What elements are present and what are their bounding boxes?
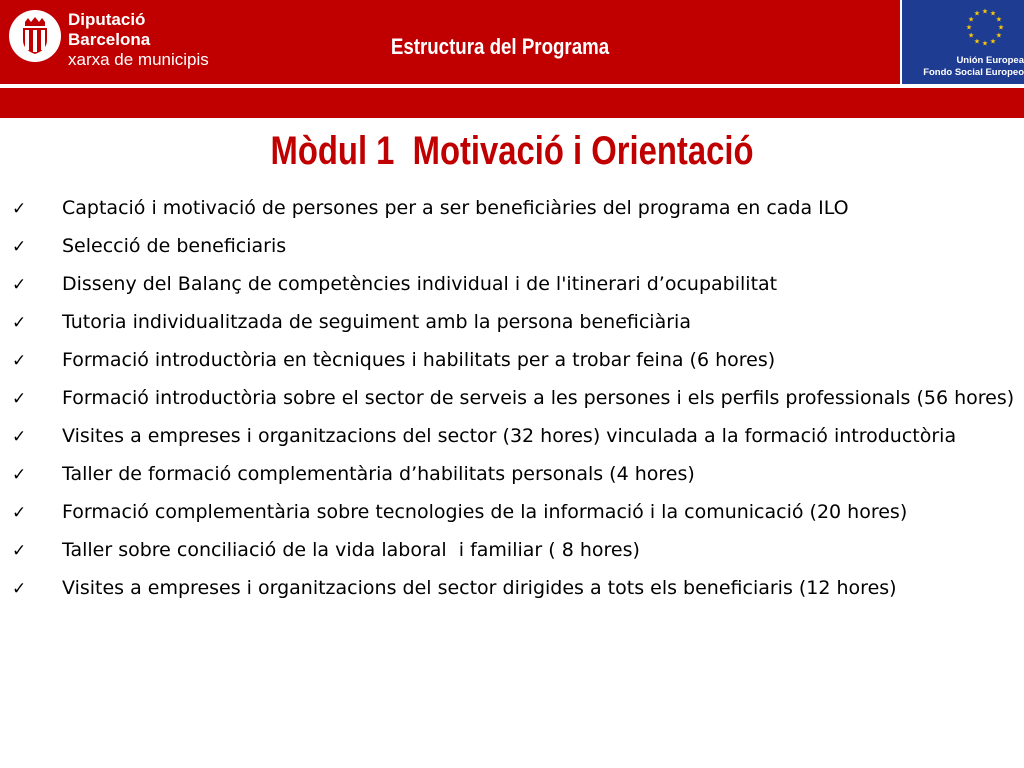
eu-star-icon: ★ — [989, 9, 997, 18]
bullet-item — [0, 346, 1024, 374]
bullet-text: Disseny del Balanç de competències individual i de l'itinerari d’ocupabilitat — [62, 273, 778, 295]
eu-star-icon: ★ — [973, 9, 981, 18]
eu-star-icon: ★ — [995, 31, 1002, 40]
bullet-text: Captació i motivació de persones per a ser beneficiàries del programa en cada ILO — [62, 197, 849, 219]
logo-line-1: Diputació — [68, 10, 146, 29]
bullet-item — [0, 270, 1024, 298]
checkmark-icon: ✓ — [12, 503, 27, 523]
checkmark-icon: ✓ — [12, 275, 27, 295]
eu-star-icon: ★ — [997, 23, 1005, 32]
bullet-item — [0, 498, 1024, 526]
eu-star-icon: ★ — [973, 37, 981, 46]
bullet-text: Formació introductòria en tècniques i habilitats per a trobar feina (6 hores) — [62, 349, 776, 371]
eu-star-icon: ★ — [989, 37, 997, 46]
checkmark-icon: ✓ — [12, 199, 27, 219]
slide-title: Mòdul 1 Motivació i Orientació — [270, 129, 754, 173]
eu-star-icon: ★ — [981, 7, 989, 16]
bullet-text: Formació introductòria sobre el sector de serveis a les persones i els perfils professionals (56 hores) — [62, 387, 1015, 409]
checkmark-icon: ✓ — [12, 313, 27, 333]
eu-flag-icon — [952, 3, 1018, 51]
bullet-item — [0, 536, 1024, 564]
checkmark-icon: ✓ — [12, 351, 27, 371]
bullet-item — [0, 422, 1024, 450]
eu-label — [904, 55, 1024, 79]
bullet-text: Visites a empreses i organitzacions del sector (32 hores) vinculada a la formació introductòria — [62, 425, 957, 447]
header-bar — [0, 0, 1024, 84]
bullet-text: Visites a empreses i organitzacions del sector dirigides a tots els beneficiaris (12 hores) — [62, 577, 897, 599]
bullet-item — [0, 308, 1024, 336]
eu-star-icon: ★ — [968, 15, 975, 24]
logo-line-2: Barcelona — [68, 30, 151, 49]
eu-logo — [900, 0, 1024, 84]
checkmark-icon: ✓ — [12, 389, 27, 409]
eu-star-icon: ★ — [995, 15, 1002, 24]
header-title: Estructura del Programa — [390, 34, 610, 59]
bullet-item — [0, 574, 1024, 602]
logo-text — [68, 10, 209, 70]
eu-label-line-1: Unión Europea — [956, 55, 1024, 66]
checkmark-icon: ✓ — [12, 579, 27, 599]
checkmark-icon: ✓ — [12, 237, 27, 257]
checkmark-icon: ✓ — [12, 427, 27, 447]
bullet-item — [0, 232, 1024, 260]
bullet-item — [0, 460, 1024, 488]
checkmark-icon: ✓ — [12, 541, 27, 561]
bullet-item — [0, 194, 1024, 222]
eu-star-icon: ★ — [968, 31, 975, 40]
eu-label-line-2: Fondo Social Europeo — [923, 67, 1024, 78]
bullet-text: Formació complementària sobre tecnologies de la informació i la comunicació (20 hores) — [62, 501, 908, 523]
eu-star-icon: ★ — [965, 23, 973, 32]
header-band — [0, 88, 1024, 118]
bullet-text: Taller sobre conciliació de la vida laboral i familiar ( 8 hores) — [62, 539, 640, 561]
checkmark-icon: ✓ — [12, 465, 27, 485]
bullet-list — [0, 194, 1024, 612]
logo-line-3: xarxa de municipis — [68, 50, 209, 69]
diputacio-seal-logo — [9, 10, 61, 62]
bullet-text: Selecció de beneficiaris — [62, 235, 287, 257]
eu-star-icon: ★ — [981, 39, 989, 48]
bullet-item — [0, 384, 1024, 412]
bullet-text: Tutoria individualitzada de seguiment amb la persona beneficiària — [62, 311, 691, 333]
bullet-text: Taller de formació complementària d’habilitats personals (4 hores) — [62, 463, 695, 485]
